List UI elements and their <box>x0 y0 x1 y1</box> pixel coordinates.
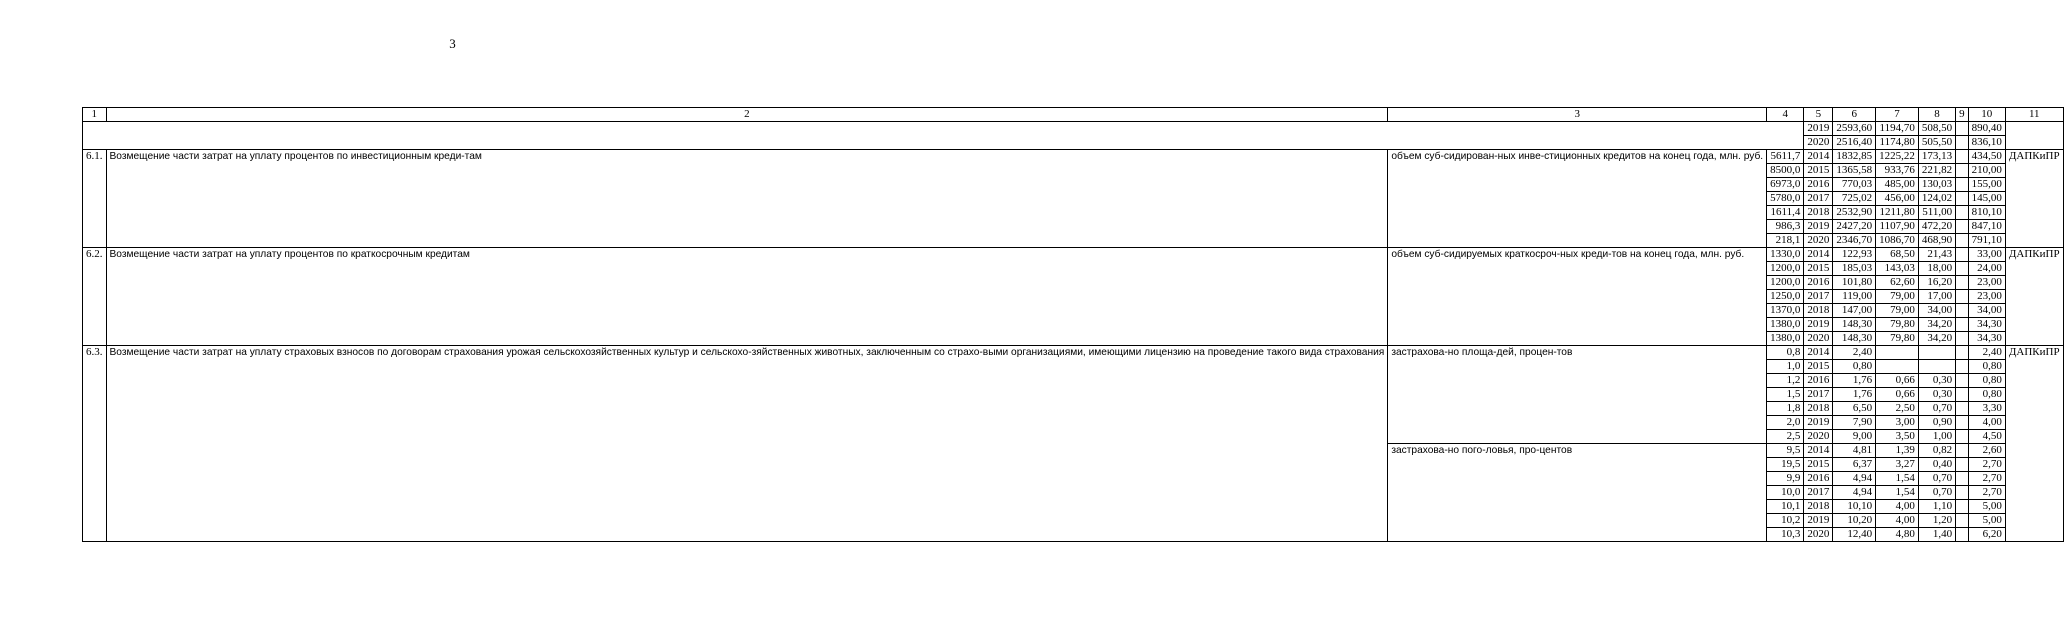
table-cell <box>1956 514 1969 528</box>
page-number: 3 <box>449 36 456 51</box>
table-cell: 2346,70 <box>1833 234 1876 248</box>
table-cell: 10,20 <box>1833 514 1876 528</box>
table-cell: 17,00 <box>1918 290 1955 304</box>
table-cell: 0,8 <box>1767 346 1804 360</box>
table-cell: 1211,80 <box>1876 206 1919 220</box>
table-cell: 148,30 <box>1833 318 1876 332</box>
table-cell: 2014 <box>1804 150 1833 164</box>
table-cell: 9,00 <box>1833 430 1876 444</box>
table-cell: 0,80 <box>1968 360 2005 374</box>
table-cell: 4,00 <box>1876 514 1919 528</box>
table-cell: 10,10 <box>1833 500 1876 514</box>
table-cell: 468,90 <box>1918 234 1955 248</box>
table-cell: 3,27 <box>1876 458 1919 472</box>
column-header: 9 <box>1956 108 1969 122</box>
table-cell: 2016 <box>1804 276 1833 290</box>
table-cell: 1174,80 <box>1876 136 1919 150</box>
table-cell: 1832,85 <box>1833 150 1876 164</box>
table-cell: 847,10 <box>1968 220 2005 234</box>
table-cell: 2019 <box>1804 514 1833 528</box>
table-cell <box>1956 220 1969 234</box>
table-cell: 770,03 <box>1833 178 1876 192</box>
indicator-name: застрахова-но площа-дей, процен-тов <box>1388 346 1767 444</box>
table-cell: 2018 <box>1804 500 1833 514</box>
table-cell: 2019 <box>1804 122 1833 136</box>
table-cell: 0,40 <box>1918 458 1955 472</box>
table-cell: 155,00 <box>1968 178 2005 192</box>
item-number: 6.3. <box>83 346 107 542</box>
table-cell: 119,00 <box>1833 290 1876 304</box>
table-cell: 3,00 <box>1876 416 1919 430</box>
table-cell: 19,5 <box>1767 458 1804 472</box>
table-cell <box>1956 122 1969 136</box>
table-cell: 0,66 <box>1876 388 1919 402</box>
table-cell: 791,10 <box>1968 234 2005 248</box>
table-cell: 986,3 <box>1767 220 1804 234</box>
table-cell <box>1876 360 1919 374</box>
table-cell: 34,30 <box>1968 318 2005 332</box>
table-cell: 1,39 <box>1876 444 1919 458</box>
table-cell: 1,10 <box>1918 500 1955 514</box>
table-cell: 23,00 <box>1968 276 2005 290</box>
table-cell: 62,60 <box>1876 276 1919 290</box>
table-cell: 5,00 <box>1968 514 2005 528</box>
table-cell: 2015 <box>1804 262 1833 276</box>
table-cell: 508,50 <box>1918 122 1955 136</box>
table-cell: 2020 <box>1804 136 1833 150</box>
table-cell: 2,70 <box>1968 472 2005 486</box>
table-cell: 2532,90 <box>1833 206 1876 220</box>
table-cell: 2,40 <box>1968 346 2005 360</box>
table-cell: 1,5 <box>1767 388 1804 402</box>
table-cell: 1,20 <box>1918 514 1955 528</box>
table-cell: 2516,40 <box>1833 136 1876 150</box>
table-cell: 9,9 <box>1767 472 1804 486</box>
table-cell: 34,00 <box>1918 304 1955 318</box>
table-cell: 185,03 <box>1833 262 1876 276</box>
table-cell: 6,37 <box>1833 458 1876 472</box>
item-name: Возмещение части затрат на уплату процентов по инвестиционным креди-там <box>106 150 1388 248</box>
header-row <box>83 108 2064 122</box>
item-number: 6.1. <box>83 150 107 248</box>
table-cell: 2017 <box>1804 486 1833 500</box>
program-table <box>82 107 2064 542</box>
table-cell: 16,20 <box>1918 276 1955 290</box>
table-cell: 3,50 <box>1876 430 1919 444</box>
indicator-name: объем суб-сидирован-ных инве-стиционных кредитов на конец года, млн. руб. <box>1388 150 1767 248</box>
table-cell: 124,02 <box>1918 192 1955 206</box>
table-cell: 79,00 <box>1876 290 1919 304</box>
table-cell <box>1956 346 1969 360</box>
table-cell: 1,54 <box>1876 486 1919 500</box>
table-cell: 10,0 <box>1767 486 1804 500</box>
table-body <box>83 108 2064 542</box>
table-cell <box>1956 528 1969 542</box>
table-cell: 0,70 <box>1918 486 1955 500</box>
table-cell: 34,00 <box>1968 304 2005 318</box>
table-cell: 210,00 <box>1968 164 2005 178</box>
table-cell: 1200,0 <box>1767 262 1804 276</box>
table-cell: 3,30 <box>1968 402 2005 416</box>
table-cell: 2015 <box>1804 164 1833 178</box>
table-cell: 0,70 <box>1918 402 1955 416</box>
table-cell: 10,3 <box>1767 528 1804 542</box>
table-cell <box>1956 304 1969 318</box>
table-cell: 725,02 <box>1833 192 1876 206</box>
table-cell: 68,50 <box>1876 248 1919 262</box>
table-cell: 173,13 <box>1918 150 1955 164</box>
table-cell: 1107,90 <box>1876 220 1919 234</box>
table-cell: 34,20 <box>1918 332 1955 346</box>
item-name: Возмещение части затрат на уплату процентов по краткосрочным кредитам <box>106 248 1388 346</box>
table-cell: 890,40 <box>1968 122 2005 136</box>
table-cell: 130,03 <box>1918 178 1955 192</box>
table-cell: 6,50 <box>1833 402 1876 416</box>
table-row <box>83 150 2064 164</box>
table-cell: 2,5 <box>1767 430 1804 444</box>
table-cell: 2015 <box>1804 458 1833 472</box>
table-cell: 23,00 <box>1968 290 2005 304</box>
table-cell: 2015 <box>1804 360 1833 374</box>
table-cell: 472,20 <box>1918 220 1955 234</box>
table-cell <box>1956 486 1969 500</box>
table-cell <box>1956 360 1969 374</box>
table-cell: 810,10 <box>1968 206 2005 220</box>
table-cell: 2427,20 <box>1833 220 1876 234</box>
table-cell: 0,30 <box>1918 374 1955 388</box>
table-cell <box>1956 444 1969 458</box>
table-cell: 2020 <box>1804 528 1833 542</box>
table-cell: 6,20 <box>1968 528 2005 542</box>
table-cell <box>1956 332 1969 346</box>
table-cell: 0,80 <box>1968 374 2005 388</box>
column-header: 10 <box>1968 108 2005 122</box>
column-header: 4 <box>1767 108 1804 122</box>
table-cell: 2017 <box>1804 388 1833 402</box>
executor-cell: ДАПКиПР <box>2005 150 2063 248</box>
table-cell: 1,76 <box>1833 374 1876 388</box>
table-cell: 2019 <box>1804 416 1833 430</box>
table-cell: 2016 <box>1804 178 1833 192</box>
table-cell: 2020 <box>1804 332 1833 346</box>
table-cell <box>1956 150 1969 164</box>
table-cell: 10,1 <box>1767 500 1804 514</box>
table-cell: 2,60 <box>1968 444 2005 458</box>
table-cell <box>1956 262 1969 276</box>
table-cell: 2,50 <box>1876 402 1919 416</box>
table-cell <box>1956 458 1969 472</box>
column-header: 8 <box>1918 108 1955 122</box>
table-cell: 33,00 <box>1968 248 2005 262</box>
column-header: 3 <box>1388 108 1767 122</box>
table-cell <box>1956 472 1969 486</box>
table-cell <box>1956 248 1969 262</box>
table-cell: 1250,0 <box>1767 290 1804 304</box>
executor-cell <box>2005 122 2063 150</box>
table-row <box>83 122 2064 136</box>
table-cell <box>1956 500 1969 514</box>
column-header: 11 <box>2005 108 2063 122</box>
table-cell: 4,50 <box>1968 430 2005 444</box>
column-header: 5 <box>1804 108 1833 122</box>
table-cell: 1611,4 <box>1767 206 1804 220</box>
table-cell <box>1956 276 1969 290</box>
table-cell: 1,40 <box>1918 528 1955 542</box>
table-cell: 0,82 <box>1918 444 1955 458</box>
table-cell <box>1918 360 1955 374</box>
table-cell: 0,66 <box>1876 374 1919 388</box>
table-cell: 505,50 <box>1918 136 1955 150</box>
table-cell: 79,80 <box>1876 332 1919 346</box>
table-cell: 221,82 <box>1918 164 1955 178</box>
table-cell: 34,30 <box>1968 332 2005 346</box>
table-cell: 2014 <box>1804 444 1833 458</box>
table-cell: 2018 <box>1804 304 1833 318</box>
table-cell: 1086,70 <box>1876 234 1919 248</box>
table-cell: 2019 <box>1804 318 1833 332</box>
table-cell: 122,93 <box>1833 248 1876 262</box>
table-cell: 1,76 <box>1833 388 1876 402</box>
table-cell <box>1956 178 1969 192</box>
table-cell: 5611,7 <box>1767 150 1804 164</box>
table-cell: 1380,0 <box>1767 318 1804 332</box>
table-cell <box>1956 430 1969 444</box>
table-cell: 2014 <box>1804 248 1833 262</box>
table-cell: 0,90 <box>1918 416 1955 430</box>
table-cell <box>1956 318 1969 332</box>
table-cell: 218,1 <box>1767 234 1804 248</box>
table-cell: 12,40 <box>1833 528 1876 542</box>
table-cell: 79,80 <box>1876 318 1919 332</box>
table-cell: 101,80 <box>1833 276 1876 290</box>
table-cell <box>1956 164 1969 178</box>
table-row <box>83 346 2064 360</box>
table-cell: 21,43 <box>1918 248 1955 262</box>
table-cell: 1194,70 <box>1876 122 1919 136</box>
table-cell: 0,30 <box>1918 388 1955 402</box>
table-cell: 10,2 <box>1767 514 1804 528</box>
continuation-cell <box>83 122 1804 150</box>
table-cell: 2016 <box>1804 472 1833 486</box>
table-cell: 2,70 <box>1968 486 2005 500</box>
table-cell <box>1956 290 1969 304</box>
table-cell: 7,90 <box>1833 416 1876 430</box>
table-cell: 18,00 <box>1918 262 1955 276</box>
table-cell <box>1918 346 1955 360</box>
table-cell: 2020 <box>1804 234 1833 248</box>
table-cell: 148,30 <box>1833 332 1876 346</box>
table-cell: 456,00 <box>1876 192 1919 206</box>
indicator-name: объем суб-сидируемых краткосроч-ных креди-тов на конец года, млн. руб. <box>1388 248 1767 346</box>
table-cell <box>1956 234 1969 248</box>
table-cell: 2017 <box>1804 290 1833 304</box>
table-cell: 6973,0 <box>1767 178 1804 192</box>
table-cell: 2014 <box>1804 346 1833 360</box>
table-cell: 1365,58 <box>1833 164 1876 178</box>
table-cell: 836,10 <box>1968 136 2005 150</box>
table-cell: 1200,0 <box>1767 276 1804 290</box>
table-cell: 0,80 <box>1968 388 2005 402</box>
table-cell: 4,80 <box>1876 528 1919 542</box>
table-cell <box>1956 388 1969 402</box>
table-cell: 1225,22 <box>1876 150 1919 164</box>
table-cell <box>1956 206 1969 220</box>
column-header: 7 <box>1876 108 1919 122</box>
table-cell: 2,0 <box>1767 416 1804 430</box>
item-number: 6.2. <box>83 248 107 346</box>
table-cell: 1370,0 <box>1767 304 1804 318</box>
column-header: 2 <box>106 108 1388 122</box>
table-cell: 2,40 <box>1833 346 1876 360</box>
table-cell: 1330,0 <box>1767 248 1804 262</box>
executor-cell: ДАПКиПР <box>2005 346 2063 542</box>
table-cell: 1,2 <box>1767 374 1804 388</box>
item-name: Возмещение части затрат на уплату страховых взносов по договорам страхования урожая сельскохозяйственных культур и сельскохо-зяйственных животных, заключенным со страхо-выми организациями, имеющими лицензию на проведение такого вида страхования <box>106 346 1388 542</box>
table-cell: 79,00 <box>1876 304 1919 318</box>
table-row <box>83 248 2064 262</box>
table-cell: 2018 <box>1804 402 1833 416</box>
table-cell: 147,00 <box>1833 304 1876 318</box>
table-cell: 2,70 <box>1968 458 2005 472</box>
table-cell <box>1956 402 1969 416</box>
table-cell: 4,00 <box>1876 500 1919 514</box>
table-cell: 143,03 <box>1876 262 1919 276</box>
table-cell: 0,70 <box>1918 472 1955 486</box>
table-cell: 4,94 <box>1833 486 1876 500</box>
table-cell: 1380,0 <box>1767 332 1804 346</box>
table-cell: 511,00 <box>1918 206 1955 220</box>
table-cell <box>1956 416 1969 430</box>
table-cell <box>1956 136 1969 150</box>
table-cell: 2593,60 <box>1833 122 1876 136</box>
table-cell: 4,94 <box>1833 472 1876 486</box>
table-cell: 5780,0 <box>1767 192 1804 206</box>
table-cell: 8500,0 <box>1767 164 1804 178</box>
table-cell <box>1956 374 1969 388</box>
table-cell: 1,00 <box>1918 430 1955 444</box>
table-cell: 1,0 <box>1767 360 1804 374</box>
column-header: 6 <box>1833 108 1876 122</box>
table-cell: 4,00 <box>1968 416 2005 430</box>
table-cell <box>1956 192 1969 206</box>
table-cell <box>1876 346 1919 360</box>
table-cell: 24,00 <box>1968 262 2005 276</box>
table-cell: 9,5 <box>1767 444 1804 458</box>
table-cell: 933,76 <box>1876 164 1919 178</box>
table-cell: 2020 <box>1804 430 1833 444</box>
indicator-name: застрахова-но пого-ловья, про-центов <box>1388 444 1767 542</box>
table-cell: 145,00 <box>1968 192 2005 206</box>
table-cell: 2017 <box>1804 192 1833 206</box>
table-cell: 34,20 <box>1918 318 1955 332</box>
table-cell: 2018 <box>1804 206 1833 220</box>
executor-cell: ДАПКиПР <box>2005 248 2063 346</box>
table-cell: 2016 <box>1804 374 1833 388</box>
table-cell: 4,81 <box>1833 444 1876 458</box>
table-cell: 0,80 <box>1833 360 1876 374</box>
column-header: 1 <box>83 108 107 122</box>
table-cell: 1,8 <box>1767 402 1804 416</box>
table-cell: 1,54 <box>1876 472 1919 486</box>
table-cell: 2019 <box>1804 220 1833 234</box>
table-cell: 5,00 <box>1968 500 2005 514</box>
table-cell: 434,50 <box>1968 150 2005 164</box>
table-cell: 485,00 <box>1876 178 1919 192</box>
